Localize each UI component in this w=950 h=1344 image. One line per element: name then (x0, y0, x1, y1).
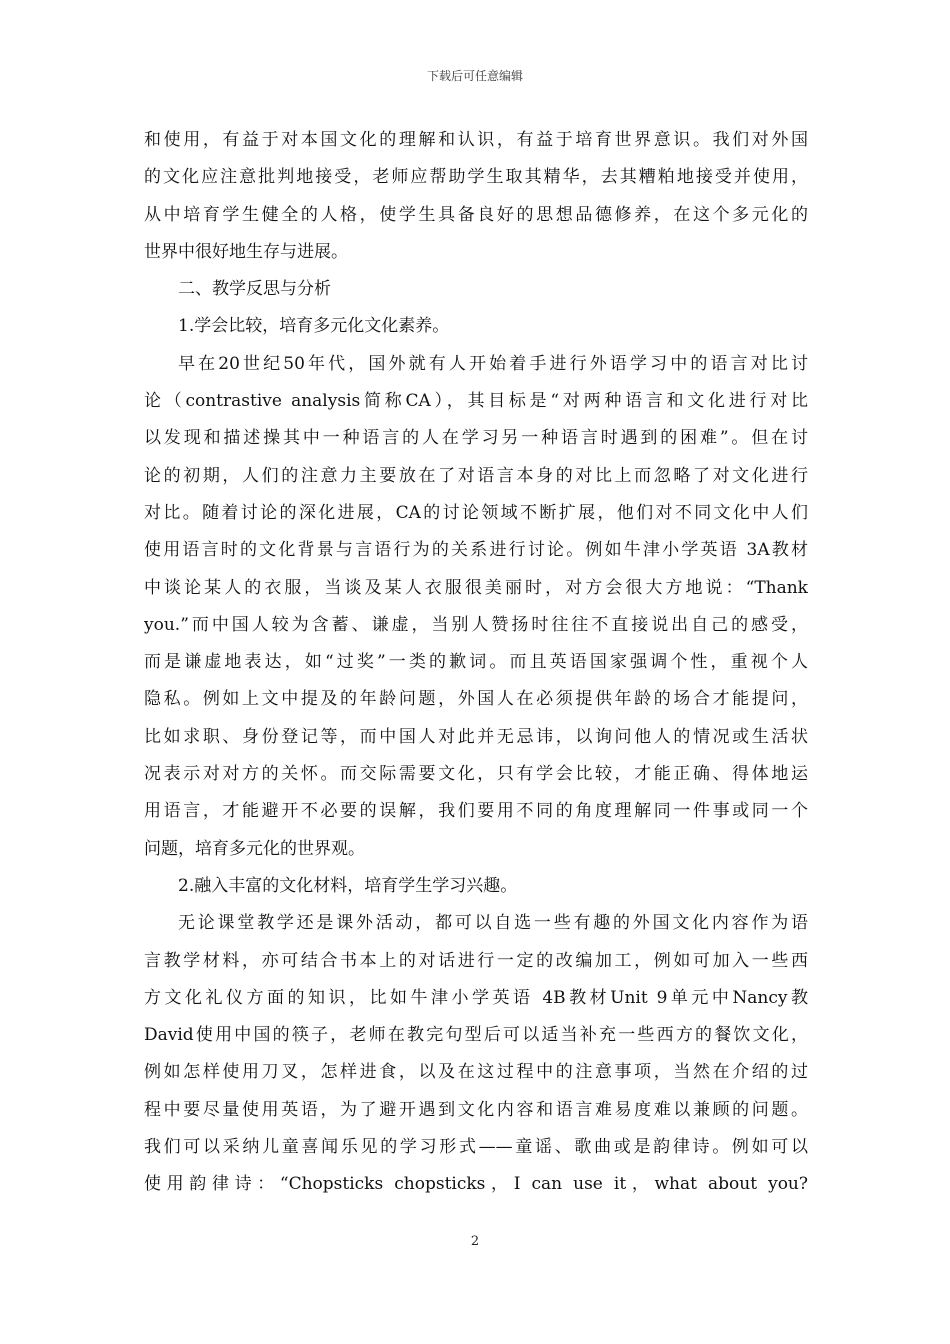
body-text (144, 122, 808, 1204)
text-line: 早在20世纪50年代，国外就有人开始着手进行外语学习中的语言对比讨 (178, 353, 808, 374)
text-line: 的文化应注意批判地接受，老师应帮助学生取其精华，去其糟粕地接受并使用， (144, 167, 808, 188)
text-line: you.”而中国人较为含蓄、谦虚，当别人赞扬时往往不直接说出自己的感受， (144, 614, 808, 635)
text-line: 程中要尽量使用英语，为了避开遇到文化内容和语言难易度难以兼顾的问题。 (144, 1099, 808, 1120)
text-line: 从中培育学生健全的人格，使学生具备良好的思想品德修养，在这个多元化的 (144, 204, 808, 225)
text-line: 使用韵律诗：“Chopsticks chopsticks，I can use it，what about you? (144, 1174, 808, 1195)
text-line: 论的初期，人们的注意力主要放在了对语言本身的对比上而忽略了对文化进行 (144, 465, 808, 486)
text-line: 我们可以采纳儿童喜闻乐见的学习形式——童谣、歌曲或是韵律诗。例如可以 (144, 1137, 808, 1158)
text-line: 问题，培育多元化的世界观。 (144, 838, 365, 859)
text-line: 况表示对对方的关怀。而交际需要文化，只有学会比较，才能正确、得体地运 (144, 764, 808, 785)
text-line: 隐私。例如上文中提及的年龄问题，外国人在必须提供年龄的场合才能提问， (144, 689, 808, 710)
text-line: 二、教学反思与分析 (178, 279, 331, 300)
text-line: 用语言，才能避开不必要的误解，我们要用不同的角度理解同一件事或同一个 (144, 801, 808, 822)
text-line: 方文化礼仪方面的知识，比如牛津小学英语 4B教材Unit 9单元中Nancy教 (144, 987, 808, 1008)
text-line: 以发现和描述操其中一种语言的人在学习另一种语言时遇到的困难”。但在讨 (144, 428, 808, 449)
text-line: 世界中很好地生存与进展。 (144, 241, 348, 262)
text-line: 2.融入丰富的文化材料，培育学生学习兴趣。 (178, 875, 518, 896)
text-line: 对比。随着讨论的深化进展，CA的讨论领域不断扩展，他们对不同文化中人们 (144, 502, 808, 523)
text-line: 言教学材料，亦可结合书本上的对话进行一定的改编加工，例如可加入一些西 (144, 950, 808, 971)
text-line: 1.学会比较，培育多元化文化素养。 (178, 316, 450, 337)
text-line: 比如求职、身份登记等，而中国人对此并无忌讳，以询问他人的情况或生活状 (144, 726, 808, 747)
text-line: 论（contrastive analysis简称CA），其目标是“对两种语言和文化进行对比 (144, 391, 808, 412)
page-header: 下载后可任意编辑 (426, 69, 523, 83)
page-number: 2 (470, 1234, 480, 1249)
text-line: 中谈论某人的衣服，当谈及某人衣服很美丽时，对方会很大方地说：“Thank (144, 577, 808, 598)
text-line: 和使用，有益于对本国文化的理解和认识，有益于培育世界意识。我们对外国 (144, 130, 808, 150)
text-line: 例如怎样使用刀叉，怎样进食，以及在这过程中的注意事项，当然在介绍的过 (144, 1062, 808, 1083)
text-line: David使用中国的筷子，老师在教完句型后可以适当补充一些西方的餐饮文化， (144, 1025, 808, 1046)
text-line: 使用语言时的文化背景与言语行为的关系进行讨论。例如牛津小学英语 3A教材 (144, 540, 808, 561)
text-line: 无论课堂教学还是课外活动，都可以自选一些有趣的外国文化内容作为语 (178, 913, 808, 934)
text-line: 而是谦虚地表达，如“过奖”一类的歉词。而且英语国家强调个性，重视个人 (144, 652, 808, 673)
